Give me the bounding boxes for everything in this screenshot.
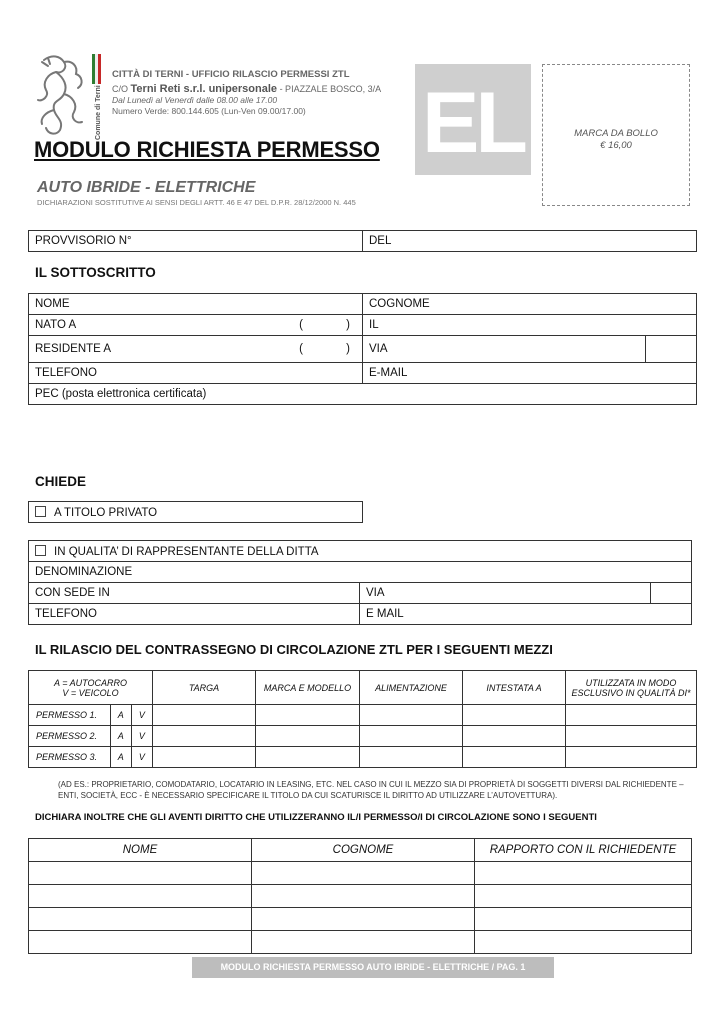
permesso-label: PERMESSO 1. [29,705,111,726]
aventi-row [29,931,692,954]
vehicle-type-legend [29,671,153,705]
nato-label: NATO A [35,319,77,331]
utilizzata-cell[interactable] [566,747,697,768]
aventi-rapporto-cell[interactable] [475,862,692,885]
aventi-cognome-cell[interactable] [252,862,475,885]
nato-province-paren: ( ) [299,319,370,331]
targa-cell[interactable] [153,705,256,726]
stamp-line1: MARCA DA BOLLO [574,128,658,139]
alimentazione-cell[interactable] [360,747,463,768]
targa-cell[interactable] [153,726,256,747]
privato-label: A TITOLO PRIVATO [54,506,158,519]
section-chiede-heading: CHIEDE [35,474,87,489]
privato-option[interactable] [29,502,363,523]
org-phone: Numero Verde: 800.144.605 (Lun-Ven 09.00/17.00) [112,106,306,116]
provvisorio-field[interactable]: PROVVISORIO N° [29,231,363,252]
declaration-text: DICHIARAZIONI SOSTITUTIVE AI SENSI DEGLI ARTT. 46 E 47 DEL D.P.R. 28/12/2000 N. 445 [37,198,356,207]
intestata-cell[interactable] [463,705,566,726]
vehicles-footnote: (AD ES.: PROPRIETARIO, COMODATARIO, LOCATARIO IN LEASING, ETC. NEL CASO IN CUI IL MEZZO SIA DI PROPRIETÀ DI SOGGETTI DIVERSI DAL RICHIEDENTE – ENTI, SOCIETÀ, ECC - È NECESSARIO SPECIFICARE IL TITOLO DA CUI SCATURISCE IL DIRITTO AD UTILIZZARE L’AUTOVETTURA). [58,780,684,800]
section-rilascio-heading: IL RILASCIO DEL CONTRASSEGNO DI CIRCOLAZIONE ZTL PER I SEGUENTI MEZZI [35,642,553,657]
marca-cell[interactable] [256,726,360,747]
aventi-row [29,908,692,931]
intestata-cell[interactable] [463,747,566,768]
permesso-label: PERMESSO 2. [29,726,111,747]
rappresentante-option[interactable] [29,541,692,562]
page-footer: MODULO RICHIESTA PERMESSO AUTO IBRIDE - ELETTRICHE / PAG. 1 [192,957,554,978]
vehicles-table [28,670,697,768]
org-address-suffix: - PIAZZALE BOSCO, 3/A [279,84,382,94]
civico-field[interactable] [646,336,697,363]
revenue-stamp-box [542,64,690,206]
privato-checkbox[interactable] [35,506,46,517]
intestata-cell[interactable] [463,726,566,747]
aventi-row [29,862,692,885]
aventi-nome-cell[interactable] [29,931,252,954]
ditta-telefono-field[interactable]: TELEFONO [29,604,360,625]
rappresentante-label: IN QUALITA’ DI RAPPRESENTANTE DELLA DITTA [54,545,319,558]
privato-table [28,501,363,523]
aventi-row [29,885,692,908]
ditta-civico-field[interactable] [651,583,692,604]
telefono-field[interactable]: TELEFONO [29,363,363,384]
marca-cell[interactable] [256,705,360,726]
col-alimentazione: ALIMENTAZIONE [360,671,463,705]
targa-cell[interactable] [153,747,256,768]
cognome-field[interactable]: COGNOME [363,294,697,315]
org-name: CITTÀ DI TERNI - UFFICIO RILASCIO PERMESSI ZTL [112,69,350,80]
col-utilizzata: UTILIZZATA IN MODO ESCLUSIVO IN QUALITÀ DI* [566,671,697,705]
ditta-table [28,540,692,625]
col-marca-modello: MARCA E MODELLO [256,671,360,705]
stamp-line2: € 16,00 [600,140,632,151]
alimentazione-cell[interactable] [360,705,463,726]
ditta-via-field[interactable]: VIA [360,583,651,604]
data-nascita-field[interactable]: IL [363,315,697,336]
aventi-table [28,838,692,954]
stamp-label [543,128,689,152]
org-address-prefix: C/O [112,84,129,94]
el-badge-text: EL [422,75,524,171]
option-a[interactable]: A [110,747,131,768]
el-badge [415,64,531,175]
alimentazione-cell[interactable] [360,726,463,747]
section-sottoscritto-heading: IL SOTTOSCRITTO [35,265,156,280]
org-company: Terni Reti s.r.l. unipersonale [130,83,278,95]
aventi-cognome-cell[interactable] [252,908,475,931]
vehicle-row [29,747,697,768]
col-targa: TARGA [153,671,256,705]
col-nome: NOME [29,839,252,862]
sottoscritto-table [28,293,697,405]
aventi-nome-cell[interactable] [29,885,252,908]
nome-field[interactable]: NOME [29,294,363,315]
denominazione-field[interactable]: DENOMINAZIONE [29,562,692,583]
aventi-rapporto-cell[interactable] [475,931,692,954]
aventi-heading: DICHIARA INOLTRE CHE GLI AVENTI DIRITTO CHE UTILIZZERANNO IL/I PERMESSO/I DI CIRCOLAZIONE SONO I SEGUENTI [35,812,597,823]
option-a[interactable]: A [110,726,131,747]
org-hours: Dal Lunedì al Venerdì dalle 08.00 alle 17.00 [112,95,278,105]
residente-province-paren: ( ) [299,343,370,355]
sede-field[interactable]: CON SEDE IN [29,583,360,604]
option-v[interactable]: V [131,726,152,747]
page-title: MODULO RICHIESTA PERMESSO [34,137,380,162]
residente-label: RESIDENTE A [35,343,112,355]
option-v[interactable]: V [131,705,152,726]
vehicle-row [29,705,697,726]
option-a[interactable]: A [110,705,131,726]
page-subtitle: AUTO IBRIDE - ELETTRICHE [37,179,256,196]
legend-autocarro: A = AUTOCARRO [54,677,127,688]
aventi-cognome-cell[interactable] [252,931,475,954]
col-cognome: COGNOME [252,839,475,862]
pec-field[interactable]: PEC (posta elettronica certificata) [29,384,697,405]
residente-field[interactable] [29,336,370,363]
org-address [112,83,381,95]
provvisorio-date-field[interactable]: DEL [363,231,697,252]
via-field[interactable]: VIA [363,336,646,363]
rappresentante-checkbox[interactable] [35,545,46,556]
logo-caption: Comune di Terni [95,85,102,140]
vehicle-row [29,726,697,747]
utilizzata-cell[interactable] [566,705,697,726]
nato-field[interactable] [29,315,370,336]
legend-veicolo: V = VEICOLO [62,687,119,698]
ditta-email-field[interactable]: E MAIL [360,604,692,625]
aventi-nome-cell[interactable] [29,908,252,931]
permesso-label: PERMESSO 3. [29,747,111,768]
utilizzata-cell[interactable] [566,726,697,747]
col-intestata: INTESTATA A [463,671,566,705]
email-field[interactable]: E-MAIL [363,363,697,384]
provvisorio-table [28,230,697,252]
aventi-rapporto-cell[interactable] [475,908,692,931]
aventi-nome-cell[interactable] [29,862,252,885]
option-v[interactable]: V [131,747,152,768]
col-rapporto: RAPPORTO CON IL RICHIEDENTE [475,839,692,862]
aventi-cognome-cell[interactable] [252,885,475,908]
marca-cell[interactable] [256,747,360,768]
aventi-rapporto-cell[interactable] [475,885,692,908]
comune-di-terni-logo [34,52,106,144]
